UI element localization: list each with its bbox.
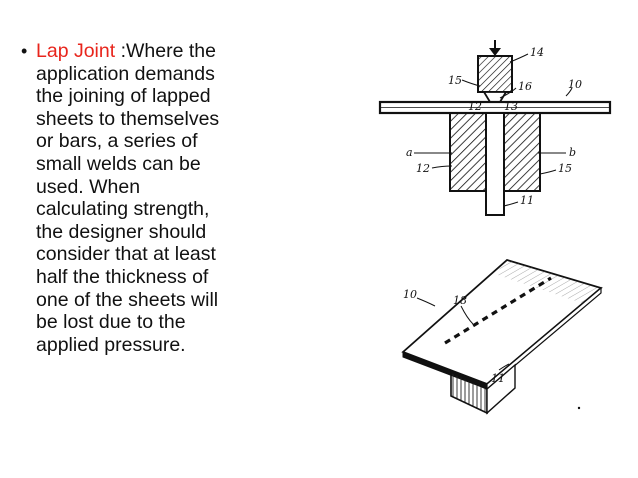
label-11-bottom: 11 xyxy=(491,372,505,385)
lower-block-left xyxy=(450,113,488,191)
label-b: b xyxy=(569,146,577,159)
speck-dot xyxy=(578,407,580,409)
bullet-text-line: application demands xyxy=(36,62,215,85)
leader-10-bottom xyxy=(417,298,435,306)
label-16: 16 xyxy=(518,80,532,93)
label-11: 11 xyxy=(520,194,534,207)
bullet-text-line: consider that at least xyxy=(36,243,216,266)
lap-joint-press-diagram xyxy=(370,40,620,225)
bullet-text-line: one of the sheets will xyxy=(36,288,219,311)
bullet-text-line: or bars, a series of xyxy=(36,130,198,153)
bullet-text-line: be lost due to the xyxy=(36,311,186,334)
leader-11 xyxy=(504,202,518,206)
bullet-text-line: applied pressure. xyxy=(36,333,186,356)
label-13-sheet: 13 xyxy=(504,100,518,113)
press-diagram-svg xyxy=(370,40,620,225)
label-12-sheet: 12 xyxy=(468,100,482,113)
label-12-block: 12 xyxy=(416,162,430,175)
bullet-text-line: used. When xyxy=(36,175,141,198)
t-section-svg xyxy=(395,248,610,418)
label-18: 18 xyxy=(453,294,467,307)
bullet-text-line: sheets to themselves xyxy=(36,107,220,130)
lower-electrode xyxy=(486,113,504,215)
bullet-text-line: the designer should xyxy=(36,220,207,243)
label-10: 10 xyxy=(568,78,582,91)
label-14: 14 xyxy=(530,46,544,59)
bullet-title: Lap Joint xyxy=(36,40,116,62)
bullet-text-line: half the thickness of xyxy=(36,265,209,288)
bullet-text-line: :Where the xyxy=(115,40,216,62)
bullet-dot: • xyxy=(21,41,28,61)
label-a: a xyxy=(406,146,413,159)
bullet-text-line: calculating strength, xyxy=(36,198,210,221)
upper-electrode xyxy=(478,56,512,92)
bullet-lines xyxy=(36,40,306,356)
bullet-paragraph xyxy=(21,40,306,356)
lower-block-right xyxy=(502,113,540,191)
bullet-line-1 xyxy=(36,40,306,63)
label-15: 15 xyxy=(448,74,462,87)
label-15-block: 15 xyxy=(558,162,572,175)
bullet-text-line: small welds can be xyxy=(36,152,201,175)
bullet-text-line: the joining of lapped xyxy=(36,85,211,108)
label-10-bottom: 10 xyxy=(403,288,417,301)
arrow-head-icon xyxy=(489,48,501,56)
t-section-seam-weld-diagram xyxy=(395,248,610,418)
leader-15b xyxy=(540,170,556,174)
